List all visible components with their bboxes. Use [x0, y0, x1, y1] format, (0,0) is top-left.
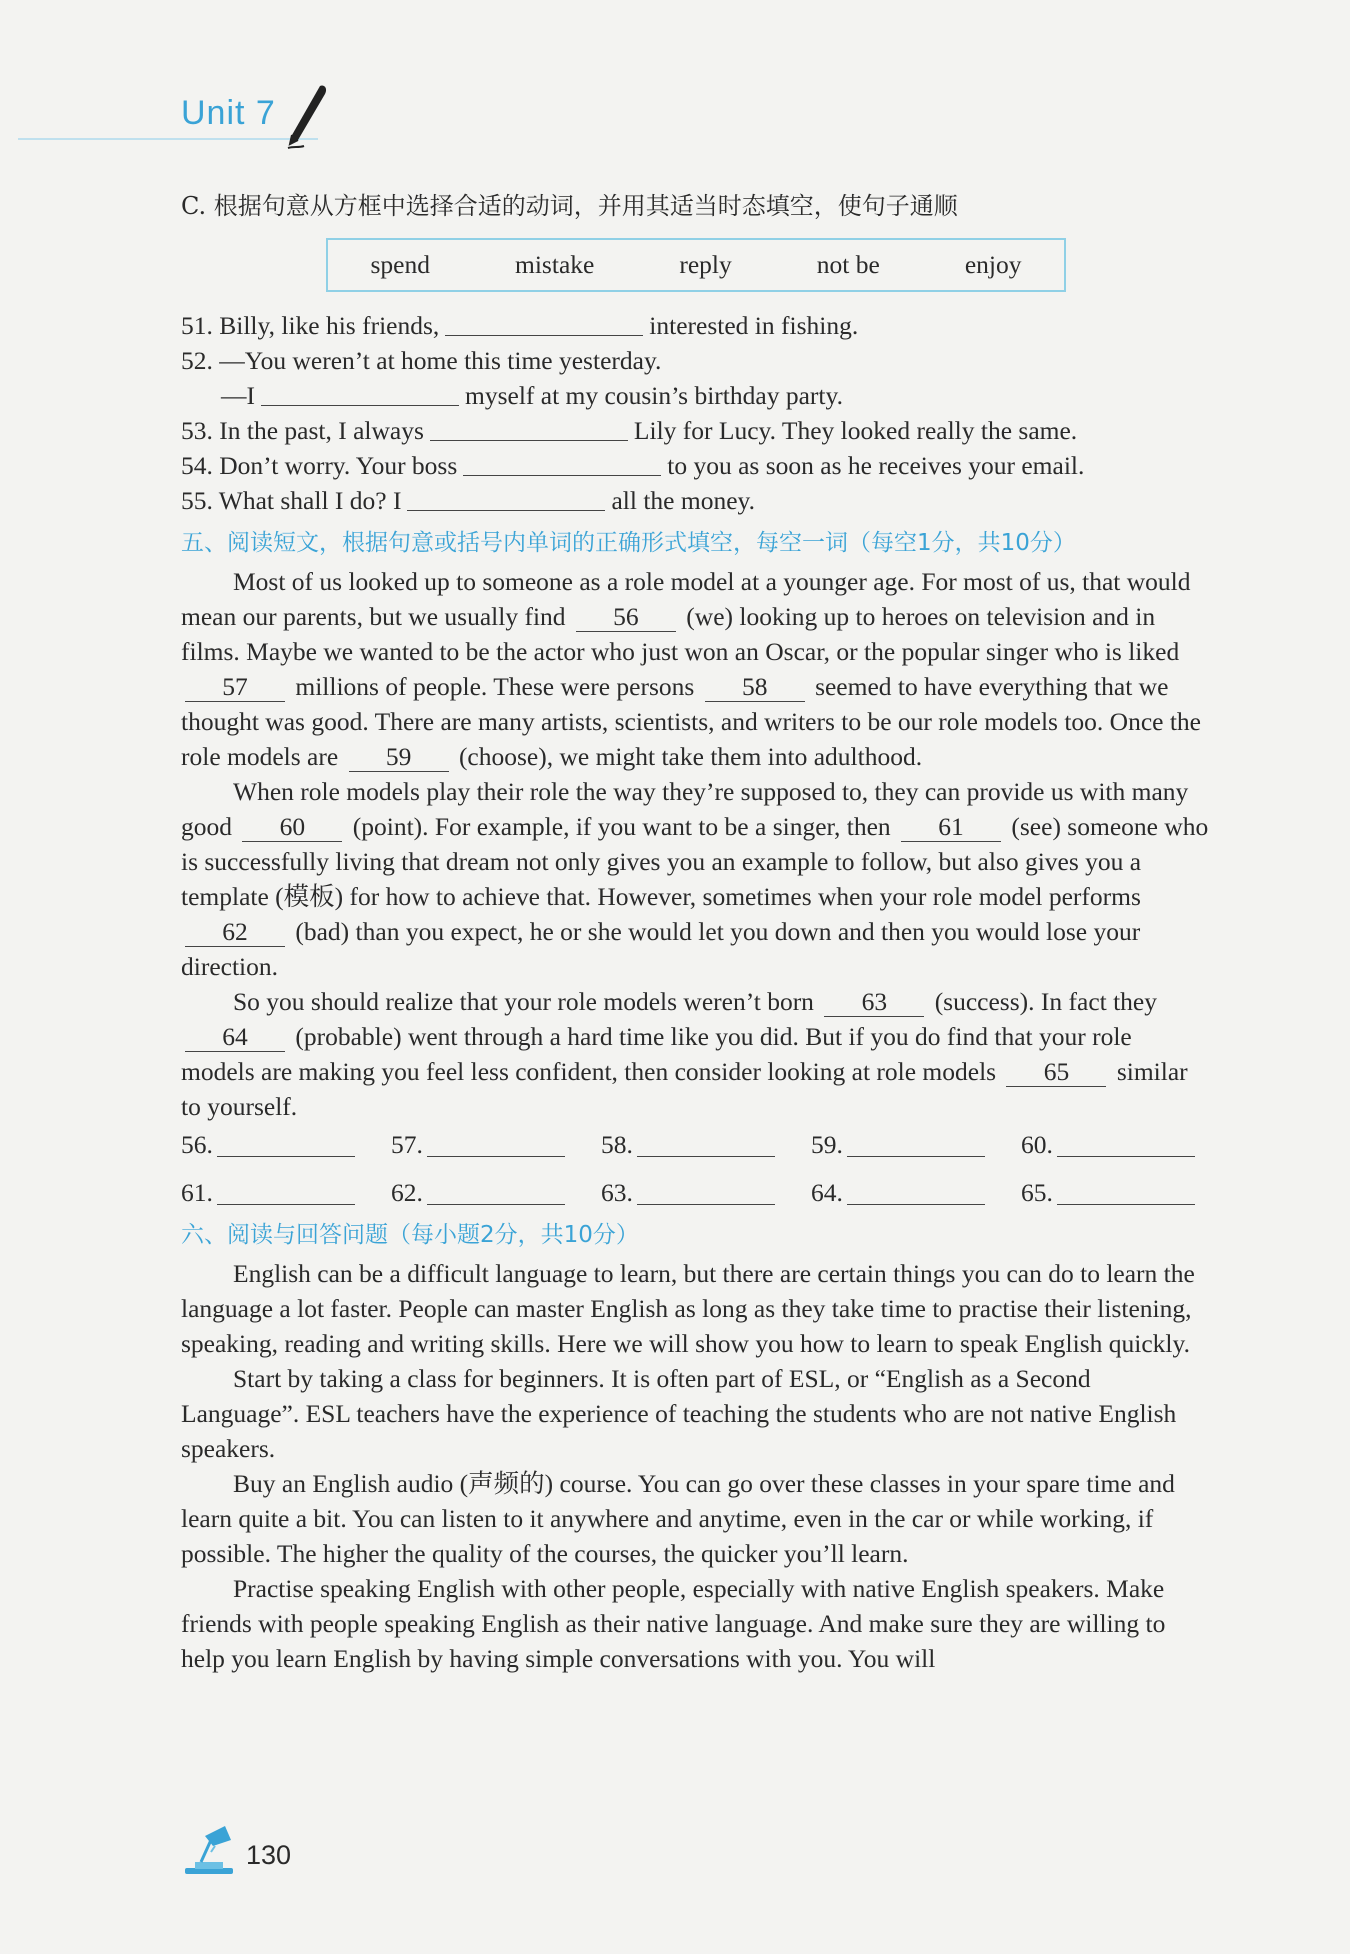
answer-line[interactable] [1057, 1178, 1195, 1205]
reading-paragraph: Start by taking a class for beginners. It is often part of ESL, or “English as a Second Language”. ESL teachers have the experience of teaching the students who are not native English speakers. [181, 1364, 1177, 1463]
reading-paragraph: English can be a difficult language to learn, but there are certain things you can do to learn the language a lot faster. People can master English as long as they take time to practise their listening, speaking, reading and writing skills. Here we will show you how to learn to speak English quickly. [181, 1259, 1195, 1358]
word-box-item: enjoy [964, 250, 1022, 279]
numbered-blank-56: 56 [576, 603, 676, 632]
numbered-blank-61: 61 [901, 813, 1001, 842]
answer-line[interactable] [427, 1178, 565, 1205]
word-box [326, 238, 1066, 292]
header-rule [18, 138, 318, 140]
numbered-blank-57: 57 [185, 673, 285, 702]
word-box-item: not be [816, 250, 880, 279]
passage-paragraph: Most of us looked up to someone as a role model at a younger age. For most of us, that would mean our parents, but we usually find 56 (we) looking up to heroes on television and in films. Maybe we wanted to be the actor who just won an Oscar, or the popular singer who is liked 57 millions of people. These were persons 58 seemed to have everything that we thought was good. There are many artists, scientists, and writers to be our role models too. Once the role models are 59 (choose), we might take them into adulthood. [181, 567, 1201, 771]
unit-title: Unit 7 [181, 94, 276, 132]
answer-line[interactable] [847, 1178, 985, 1205]
word-box-item: mistake [515, 250, 595, 279]
question-54: 54. Don’t worry. Your boss to you as soon as he receives your email. [181, 451, 1085, 480]
answer-line[interactable] [427, 1130, 565, 1157]
answer-line[interactable] [1057, 1130, 1195, 1157]
answer-slot: 63. [601, 1176, 811, 1210]
numbered-blank-62: 62 [185, 918, 285, 947]
word-box-item: reply [679, 250, 732, 279]
passage-paragraph: So you should realize that your role models weren’t born 63 (success). In fact they 64 (probable) went through a hard time like you did. But if you do find that your role models are making you feel less confident, then consider looking at role models 65 similar to yourself. [181, 987, 1188, 1121]
answer-line[interactable] [847, 1130, 985, 1157]
answer-blank[interactable] [463, 449, 661, 476]
question-52: 52. —You weren’t at home this time yesterday. [181, 346, 662, 375]
answer-line[interactable] [637, 1178, 775, 1205]
answer-line[interactable] [217, 1178, 355, 1205]
section-c-instruction: C. 根据句意从方框中选择合适的动词，并用其适当时态填空，使句子通顺 [181, 192, 958, 220]
reading-paragraph: Buy an English audio (声频的) course. You can go over these classes in your spare time and learn quite a bit. You can listen to it anywhere and anytime, even in the car or while working, if possible. The higher the quality of the courses, the quicker you’ll learn. [181, 1469, 1175, 1568]
page-number: 130 [246, 1840, 292, 1870]
answer-slot: 60. [1021, 1128, 1231, 1162]
numbered-blank-64: 64 [185, 1023, 285, 1052]
answer-slot: 62. [391, 1176, 601, 1210]
answer-slot: 61. [181, 1176, 391, 1210]
desk-lamp-icon [181, 1822, 237, 1878]
question-51: 51. Billy, like his friends, interested in fishing. [181, 311, 859, 340]
question-53: 53. In the past, I always Lily for Lucy. They looked really the same. [181, 416, 1078, 445]
numbered-blank-59: 59 [349, 743, 449, 772]
numbered-blank-63: 63 [824, 988, 924, 1017]
answer-slot: 58. [601, 1128, 811, 1162]
question-55: 55. What shall I do? I all the money. [181, 486, 755, 515]
answer-slot: 59. [811, 1128, 1021, 1162]
answer-line[interactable] [637, 1130, 775, 1157]
answer-slot: 56. [181, 1128, 391, 1162]
numbered-blank-58: 58 [705, 673, 805, 702]
numbered-blank-65: 65 [1006, 1058, 1106, 1087]
section-6-heading: 六、阅读与回答问题（每小题2分，共10分） [181, 1222, 639, 1248]
section-5-heading: 五、阅读短文，根据句意或括号内单词的正确形式填空，每空一词（每空1分，共10分） [181, 530, 1076, 556]
answer-slot: 57. [391, 1128, 601, 1162]
pen-icon [280, 82, 330, 154]
answer-blank[interactable] [430, 414, 628, 441]
answer-slot: 65. [1021, 1176, 1231, 1210]
numbered-blank-60: 60 [242, 813, 342, 842]
answer-slot: 64. [811, 1176, 1021, 1210]
answer-blank[interactable] [445, 309, 643, 336]
reading-paragraph: Practise speaking English with other people, especially with native English speakers. Make friends with people speaking English as their native language. And make sure they are willing to help you learn English by having simple conversations with you. You will [181, 1574, 1166, 1673]
question-52-response: —I myself at my cousin’s birthday party. [221, 381, 843, 410]
answer-blank[interactable] [261, 379, 459, 406]
word-box-item: spend [370, 250, 430, 279]
answer-grid [181, 1128, 1211, 1210]
answer-line[interactable] [217, 1130, 355, 1157]
page-content [181, 186, 1211, 1676]
passage-paragraph: When role models play their role the way they’re supposed to, they can provide us with many good 60 (point). For example, if you want to be a singer, then 61 (see) someone who is successfully living that dream not only gives you an example to follow, but also gives you a template (模板) for how to achieve that. However, sometimes when your role model performs 62 (bad) than you expect, he or she would let you down and then you would lose your direction. [181, 777, 1209, 981]
answer-blank[interactable] [407, 484, 605, 511]
